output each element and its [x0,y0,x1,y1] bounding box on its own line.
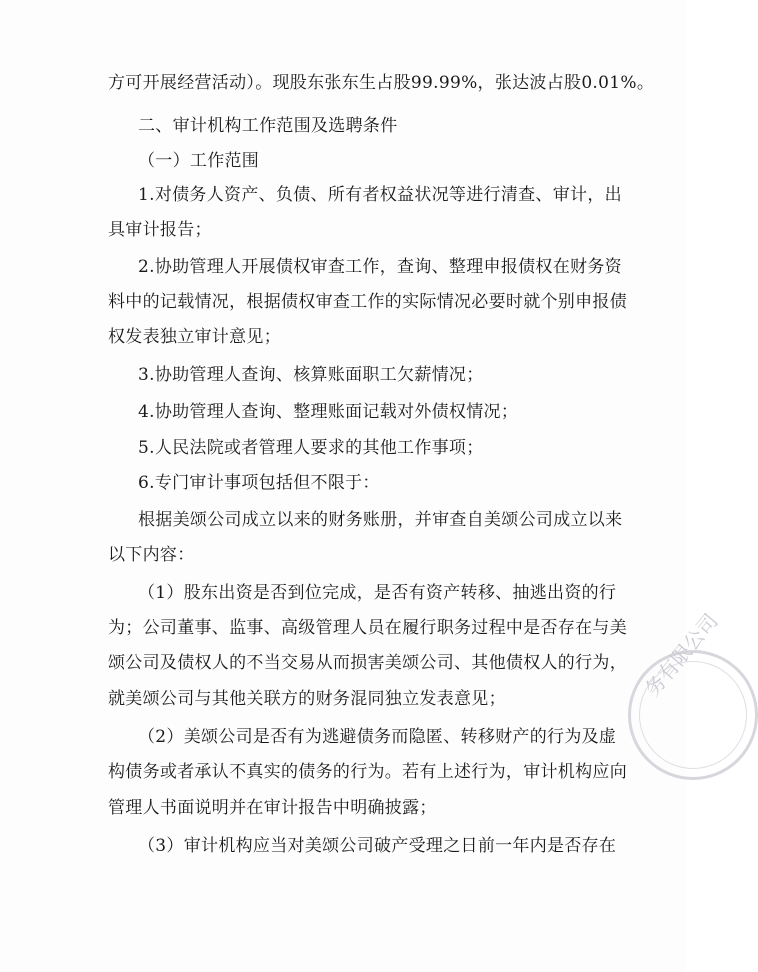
text-line: 1.对债务人资产、负债、所有者权益状况等进行清查、审计，出 [138,185,622,205]
text-line: 3.协助管理人查询、核算账面职工欠薪情况； [138,365,484,385]
text-line: （3）审计机构应当对美颂公司破产受理之日前一年内是否存在 [138,836,617,856]
text-line: 料中的记载情况，根据债权审查工作的实际情况必要时就个别申报债 [108,292,627,312]
official-seal [628,608,758,780]
text-line: 5.人民法院或者管理人要求的其他工作事项； [138,438,484,458]
text-line: 6.专门审计事项包括但不限于： [138,473,380,493]
text-line: 构债务或者承认不真实的债务的行为。若有上述行为，审计机构应向 [108,762,627,782]
text-line: 具审计报告； [108,220,212,240]
text-line: 2.协助管理人开展债权审查工作，查询、整理申报债权在财务资 [138,257,622,277]
subsection-heading: （一）工作范围 [138,151,260,171]
text-line: 权发表独立审计意见； [108,327,281,347]
text-line: 就美颂公司与其他关联方的财务混同独立发表意见； [108,689,506,709]
text-line: 根据美颂公司成立以来的财务账册，并审查自美颂公司成立以来 [138,510,623,530]
text-line: 为；公司董事、监事、高级管理人员在履行职务过程中是否存在与美 [108,618,627,638]
text-line: 4.协助管理人查询、整理账面记载对外债权情况； [138,402,519,422]
text-line: 方可开展经营活动）。现股东张东生占股99.99%，张达波占股0.01%。 [108,73,655,93]
text-line: 管理人书面说明并在审计报告中明确披露； [108,798,437,818]
text-line: （1）股东出资是否到位完成，是否有资产转移、抽逃出资的行 [138,583,617,603]
text-line: 以下内容： [108,545,195,565]
section-heading: 二、审计机构工作范围及选聘条件 [138,116,398,136]
seal-text: 务有限公司 [640,608,723,701]
text-line: 颂公司及债权人的不当交易从而损害美颂公司、其他债权人的行为， [108,653,627,673]
text-line: （2）美颂公司是否有为逃避债务而隐匿、转移财产的行为及虚 [138,727,617,747]
